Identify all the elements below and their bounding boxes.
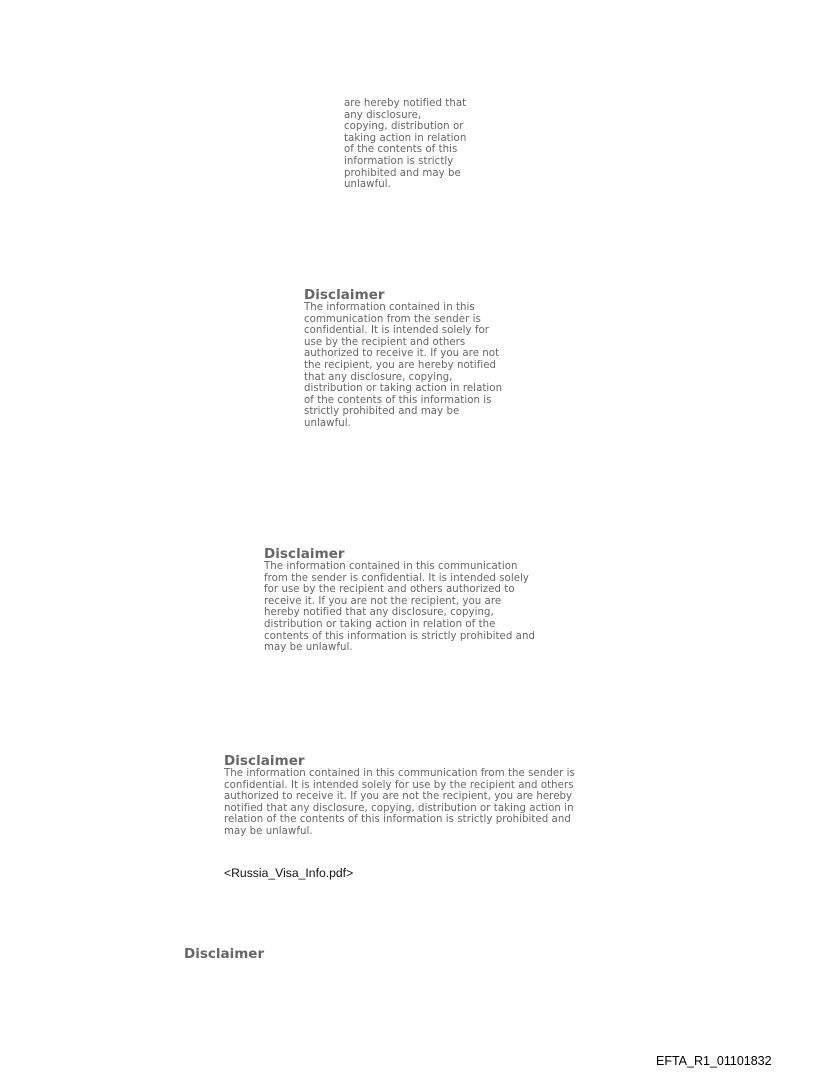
disclaimer-line: communication from the sender is xyxy=(304,313,481,325)
disclaimer-line: taking action in relation xyxy=(344,132,467,144)
disclaimer-line: confidential. It is intended solely for use by the recipient and others xyxy=(224,779,574,791)
disclaimer-line: copying, distribution or xyxy=(344,121,464,133)
disclaimer-block xyxy=(304,288,502,430)
disclaimer-line: prohibited and may be xyxy=(344,167,461,179)
disclaimer-line: authorized to receive it. If you are not xyxy=(304,348,500,360)
disclaimer-line: authorized to receive it. If you are not the recipient, you are hereby xyxy=(224,791,573,803)
disclaimer-heading: Disclaimer xyxy=(184,946,265,962)
disclaimer-line: may be unlawful. xyxy=(264,642,353,654)
disclaimer-line: from the sender is confidential. It is intended solely xyxy=(264,572,530,584)
disclaimer-line: of the contents of this xyxy=(344,144,458,156)
disclaimer-line: The information contained in this communication xyxy=(264,561,518,572)
disclaimer-line: unlawful. xyxy=(304,417,351,429)
disclaimer-line: The information contained in this xyxy=(304,302,475,313)
disclaimer-line: unlawful. xyxy=(344,179,391,191)
disclaimer-line: strictly prohibited and may be xyxy=(304,406,460,418)
disclaimer-line: that any disclosure, copying, xyxy=(304,371,453,383)
disclaimer-line: the recipient, you are hereby notified xyxy=(304,359,497,371)
disclaimer-heading: Disclaimer xyxy=(224,753,305,769)
disclaimer-line: confidential. It is intended solely for xyxy=(304,325,490,337)
disclaimer-line: are hereby notified that xyxy=(344,98,467,109)
disclaimer-line: distribution or taking action in relation of the xyxy=(264,618,496,630)
disclaimer-line: hereby notified that any disclosure, copying, xyxy=(264,607,494,619)
disclaimer-line: of the contents of this information is xyxy=(304,394,492,406)
disclaimer-block xyxy=(264,547,535,654)
disclaimer-line: contents of this information is strictly prohibited and xyxy=(264,630,535,642)
attachment-reference: <Russia_Visa_Info.pdf> xyxy=(224,866,354,880)
disclaimer-block xyxy=(224,754,575,838)
disclaimer-line: The information contained in this communication from the sender is xyxy=(224,768,575,779)
disclaimer-line: information is strictly xyxy=(344,155,454,167)
disclaimer-line: receive it. If you are not the recipient, you are xyxy=(264,595,502,607)
disclaimer-line: relation of the contents of this information is strictly prohibited and xyxy=(224,814,571,826)
disclaimer-heading: Disclaimer xyxy=(264,546,345,562)
document-id-footer: EFTA_R1_01101832 xyxy=(656,1054,772,1068)
disclaimer-line: distribution or taking action in relation xyxy=(304,383,503,395)
disclaimer-line: may be unlawful. xyxy=(224,825,313,837)
disclaimer-line: for use by the recipient and others authorized to xyxy=(264,584,515,596)
disclaimer-fragment xyxy=(344,98,466,191)
disclaimer-line: use by the recipient and others xyxy=(304,336,466,348)
disclaimer-line: notified that any disclosure, copying, distribution or taking action in xyxy=(224,802,574,814)
disclaimer-line: any disclosure, xyxy=(344,109,422,121)
disclaimer-heading: Disclaimer xyxy=(304,287,385,303)
